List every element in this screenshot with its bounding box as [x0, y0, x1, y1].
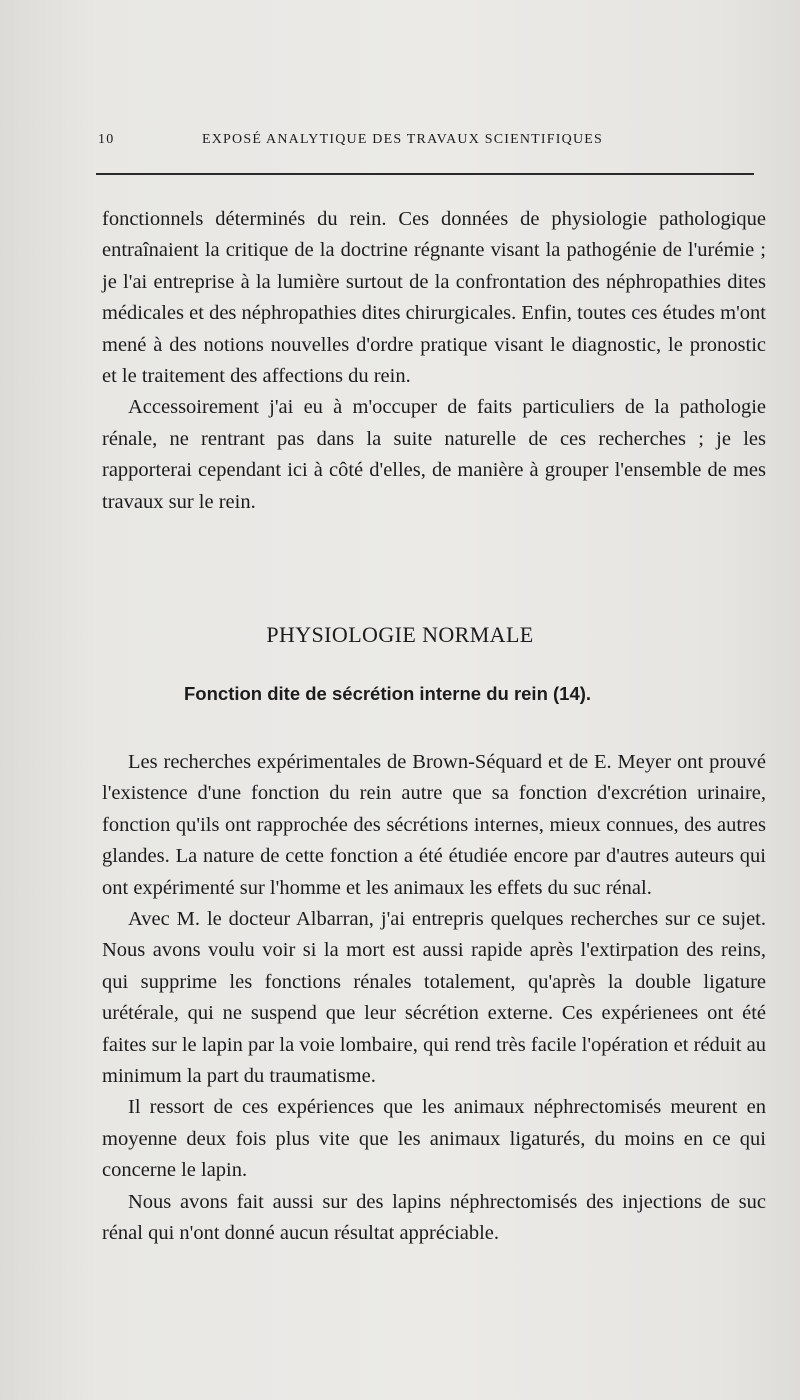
- paragraph: Accessoirement j'ai eu à m'occuper de faits particuliers de la pathologie rénale, ne rentrant pas dans la suite naturelle de ces recherches ; je les rapporterai cependant ici à côté d'elles, de manière à grouper l'ensemble de mes travaux sur le rein.: [102, 396, 766, 513]
- section-body: [102, 747, 766, 1250]
- page-number: 10: [98, 132, 115, 147]
- paragraph: Les recherches expérimentales de Brown-Séquard et de E. Meyer ont prouvé l'existence d'une fonction du rein autre que sa fonction d'excrétion urinaire, fonction qu'ils ont rapprochée des sécrétions internes, mieux connues, des autres glandes. La nature de cette fonction a été étudiée encore par d'autres auteurs qui ont expérimenté sur l'homme et les animaux les effets du suc rénal.: [102, 751, 766, 899]
- running-title: EXPOSÉ ANALYTIQUE DES TRAVAUX SCIENTIFIQUES: [202, 132, 603, 147]
- paragraph: Il ressort de ces expériences que les animaux néphrectomisés meurent en moyenne deux fois plus vite que les animaux ligaturés, du moins en ce qui concerne le lapin.: [102, 1096, 766, 1182]
- paragraph: Avec M. le docteur Albarran, j'ai entrepris quelques recherches sur ce sujet. Nous avons voulu voir si la mort est aussi rapide après l'extirpation des reins, qui supprime les fonctions rénales totalement, qu'après la double ligature urétérale, qui ne suspend que leur sécrétion externe. Ces expérienees ont été faites sur le lapin par la voie lombaire, qui rend très facile l'opération et réduit au minimum la part du traumatisme.: [102, 908, 766, 1088]
- paragraph: Nous avons fait aussi sur des lapins néphrectomisés des injections de suc rénal qui n'ont donné aucun résultat appréciable.: [102, 1190, 766, 1245]
- intro-text: [102, 204, 766, 518]
- paragraph: fonctionnels déterminés du rein. Ces données de physiologie pathologique entraînaient la critique de la doctrine régnante visant la pathogénie de l'urémie ; je l'ai entreprise à la lumière surtout de la confrontation des néphropathies dites médicales et des néphropathies dites chirurgicales. Enfin, toutes ces études m'ont mené à des notions nouvelles d'ordre pratique visant le diagnostic, le pronostic et le traitement des affections du rein.: [102, 208, 766, 388]
- section-title: PHYSIOLOGIE NORMALE: [266, 622, 534, 647]
- subsection-title: Fonction dite de sécrétion interne du rein (14).: [184, 683, 592, 704]
- header-rule: [96, 173, 754, 175]
